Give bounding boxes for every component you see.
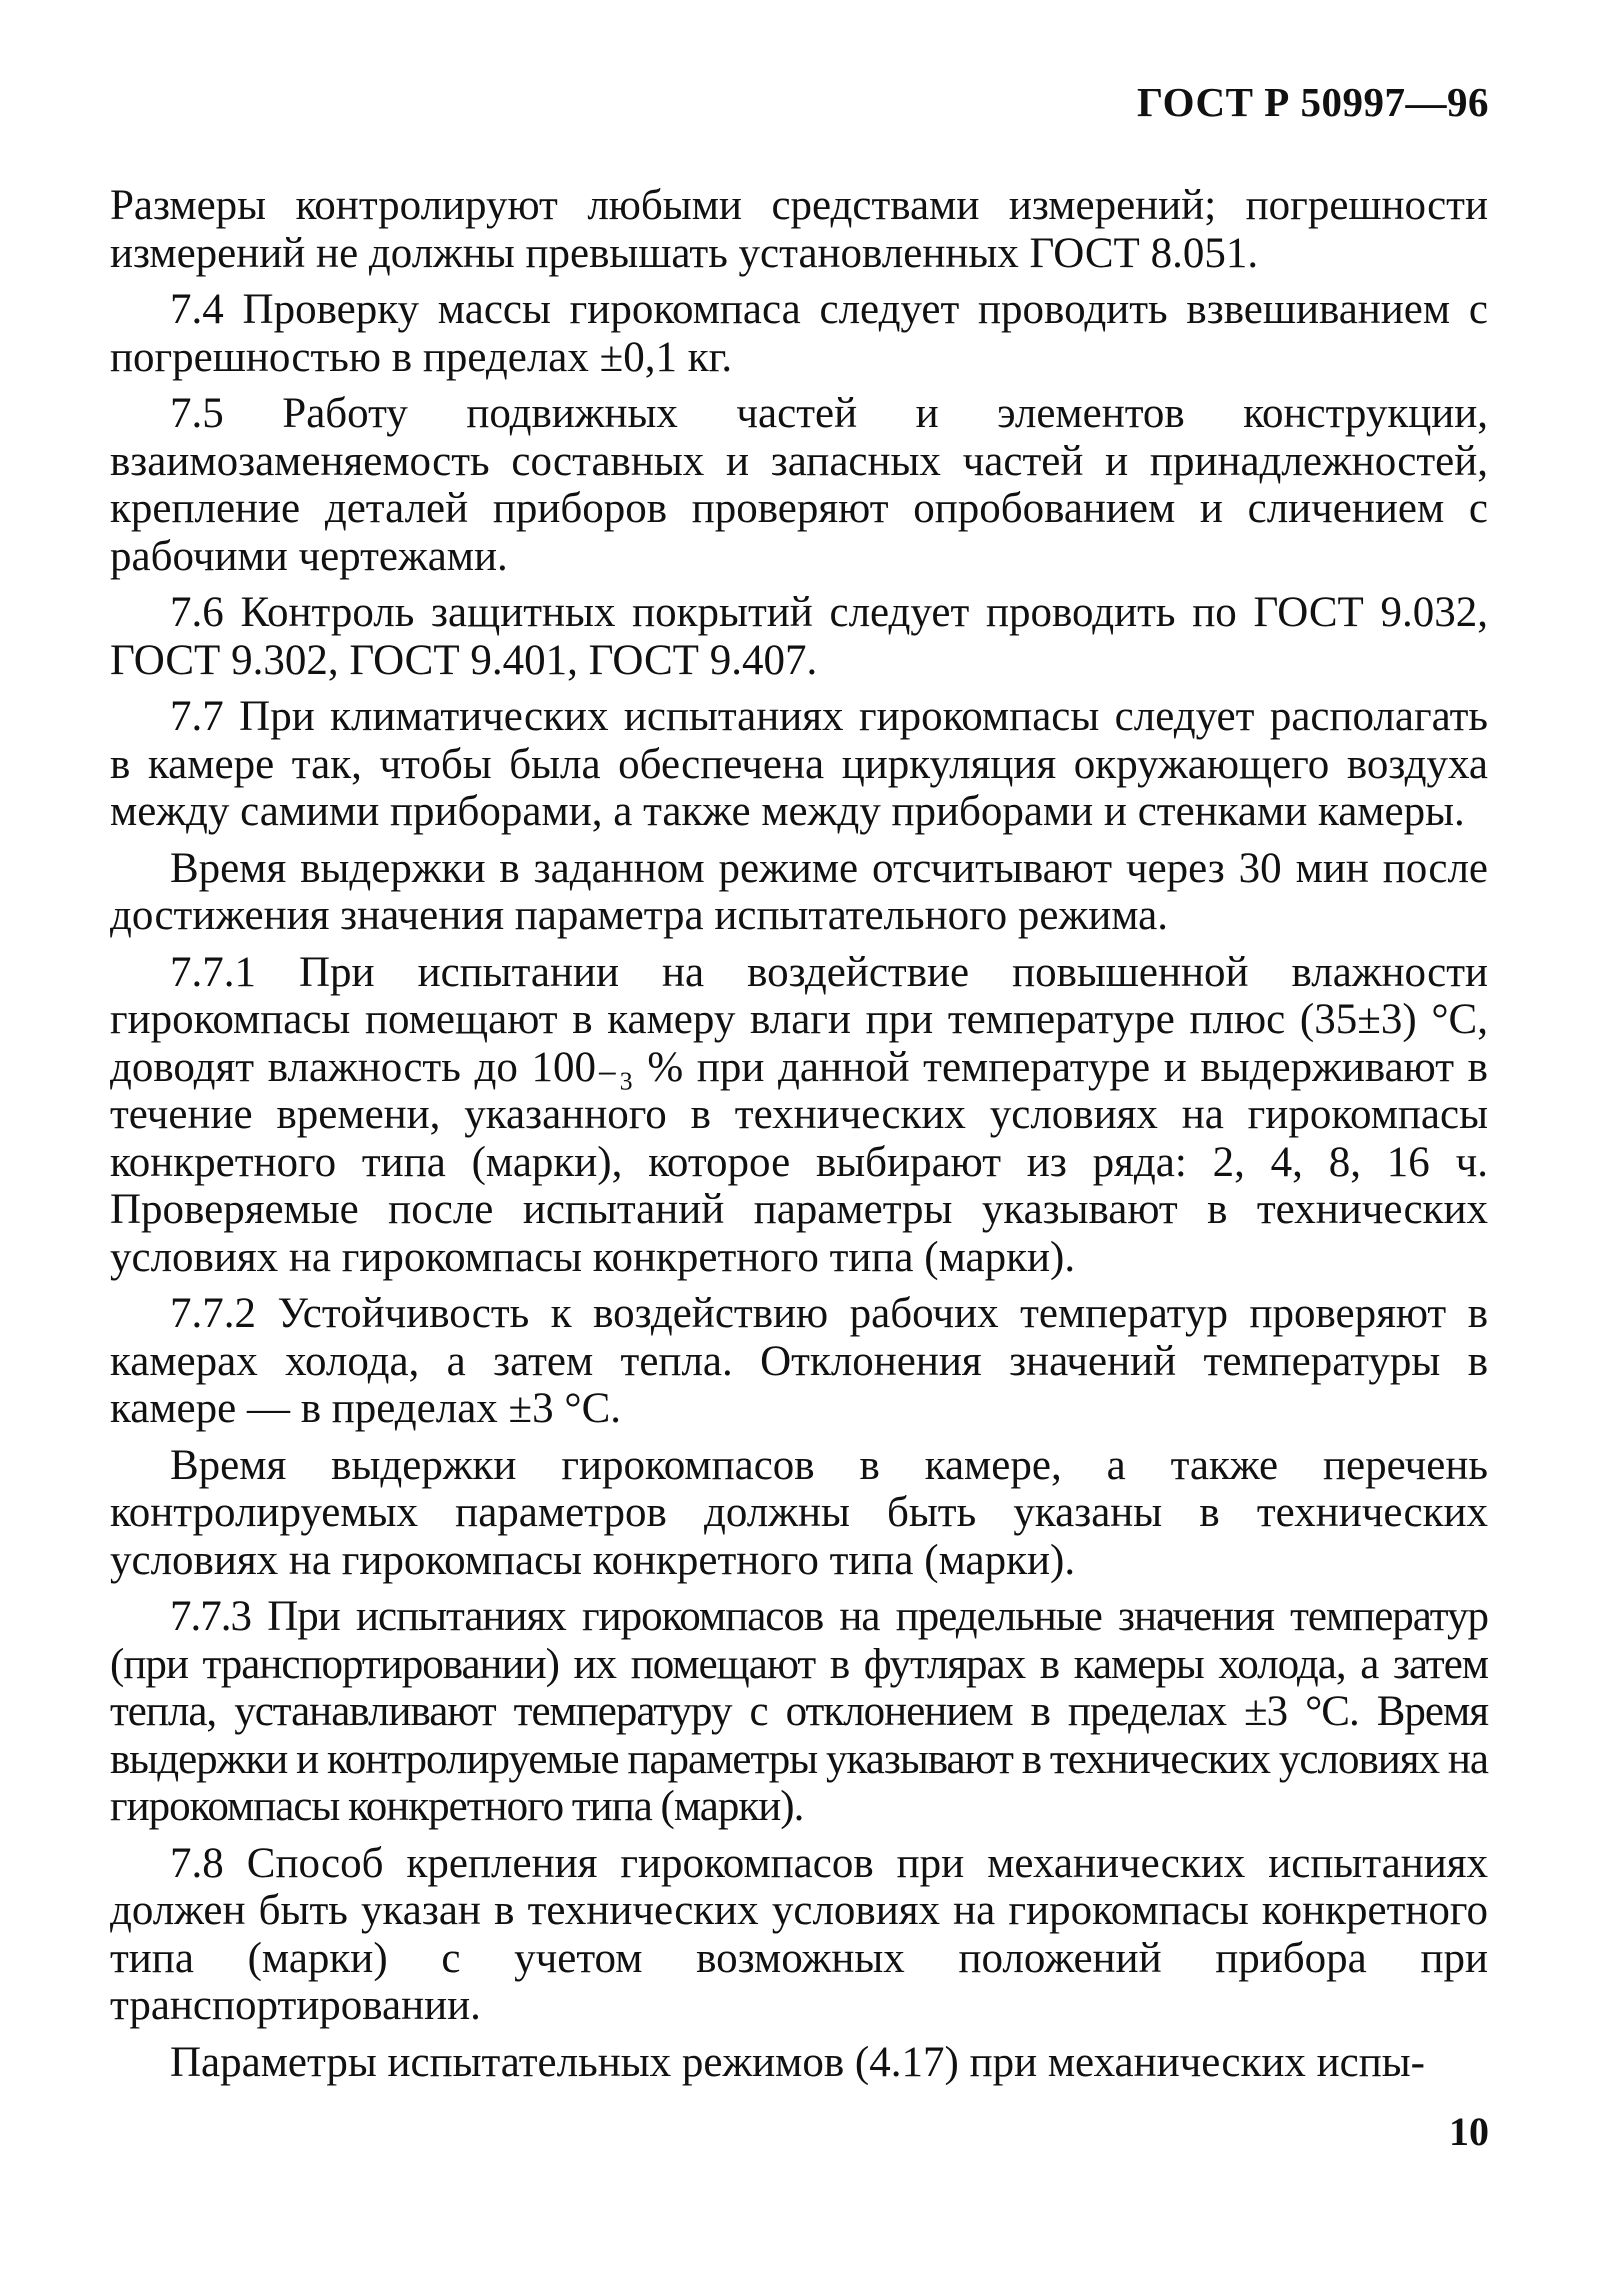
paragraph-7-6: 7.6 Контроль защитных покрытий следует проводить по ГОСТ 9.032, ГОСТ 9.302, ГОСТ 9.401, ГОСТ 9.407. <box>110 589 1488 684</box>
paragraph-7-4: 7.4 Проверку массы гирокомпаса следует проводить взвешиванием с погрешностью в пределах ±0,1 кг. <box>110 286 1488 381</box>
paragraph-holding-time-chamber: Время выдержки гирокомпасов в камере, а также перечень контролируемых параметров должны быть указаны в технических условиях на гирокомпасы конкретного типа (марки). <box>110 1441 1488 1584</box>
paragraph-7-7: 7.7 При климатических испытаниях гирокомпасы следует располагать в камере так, чтобы была обеспечена циркуляция окружающего воздуха между самими приборами, а также между приборами и стенками камеры. <box>110 693 1488 835</box>
paragraph-7-7-1: 7.7.1 При испытании на воздействие повышенной влажности гирокомпасы помещают в камеру влаги при температуре плюс (35±3) °С, доводят влажность до 100₋₃ % при данной температуре и выдерживают в течение времени, указанного в технических условиях на гирокомпасы конкретного типа (марки), которое выбирают из ряда: 2, 4, 8, 16 ч. Проверяемые после испытаний параметры указывают в технических условиях на гирокомпасы конкретного типа (марки). <box>110 948 1488 1281</box>
document-body <box>110 182 1488 2095</box>
paragraph-7-7-2: 7.7.2 Устойчивость к воздействию рабочих температур проверяют в камерах холода, а затем тепла. Отклонения значений температуры в камере — в пределах ±3 °С. <box>110 1290 1488 1432</box>
page-number: 10 <box>1449 2109 1489 2154</box>
paragraph-holding-time: Время выдержки в заданном режиме отсчитывают через 30 мин после достижения значения параметра испытательного режима. <box>110 844 1488 939</box>
paragraph-7-7-3: 7.7.3 При испытаниях гирокомпасов на предельные значения температур (при транспортировании) их помещают в футлярах в камеры холода, а затем тепла, устанавливают температуру с отклонением в пределах ±3 °С. Время выдержки и контролируемые параметры указывают в технических условиях на гирокомпасы конкретного типа (марки). <box>110 1593 1488 1830</box>
paragraph-continuation: Размеры контролируют любыми средствами измерений; погрешности измерений не должны превышать установленных ГОСТ 8.051. <box>110 182 1488 277</box>
paragraph-7-8: 7.8 Способ крепления гирокомпасов при механических испытаниях должен быть указан в технических условиях на гирокомпасы конкретного типа (марки) с учетом возможных положений прибора при транспортировании. <box>110 1839 1488 2029</box>
standard-code-header: ГОСТ Р 50997—96 <box>1137 79 1489 125</box>
paragraph-7-5: 7.5 Работу подвижных частей и элементов конструкции, взаимозаменяемость составных и запасных частей и принадлежностей, крепление деталей приборов проверяют опробованием и сличением с рабочими чертежами. <box>110 390 1488 580</box>
paragraph-test-parameters: Параметры испытательных режимов (4.17) при механических испы- <box>170 2038 1425 2086</box>
